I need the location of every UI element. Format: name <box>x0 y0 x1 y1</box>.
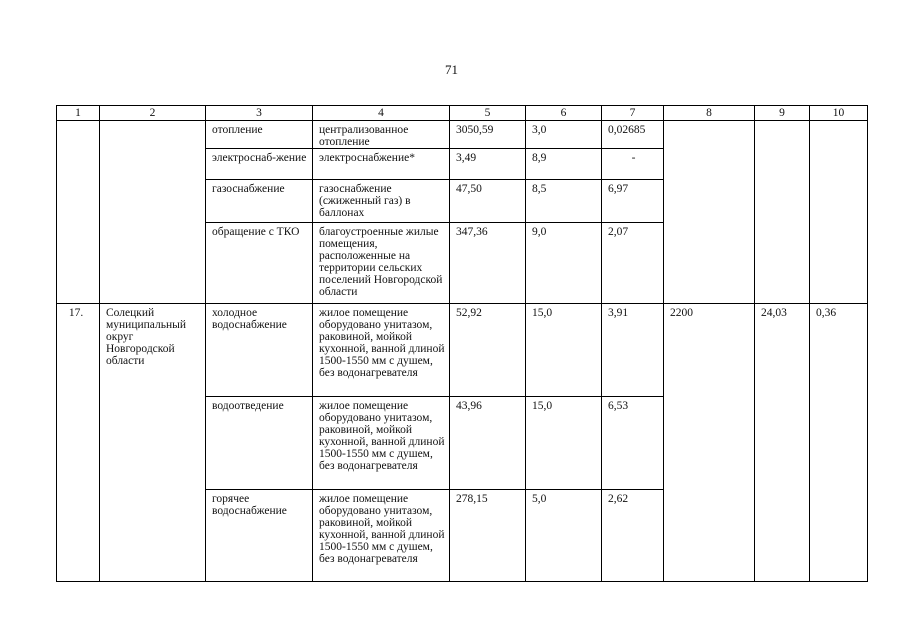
value-cell-c8: 2200 <box>664 304 755 582</box>
table-row <box>57 121 868 149</box>
municipality-cell: Солецкий муниципальный округ Новгородской области <box>100 304 206 582</box>
value-cell: 6,53 <box>602 397 664 490</box>
row-number-cell: 17. <box>57 304 100 582</box>
value-cell: 15,0 <box>526 304 602 397</box>
header-cell: 7 <box>602 106 664 121</box>
header-cell: 10 <box>810 106 868 121</box>
header-cell: 5 <box>450 106 526 121</box>
value-cell-c9: 24,03 <box>755 304 810 582</box>
value-cell: 347,36 <box>450 223 526 304</box>
header-row <box>57 106 868 121</box>
value-cell: 6,97 <box>602 180 664 223</box>
service-cell: холодное водоснабжение <box>206 304 313 397</box>
description-cell: централизованное отопление <box>313 121 450 149</box>
header-cell: 3 <box>206 106 313 121</box>
header-cell: 6 <box>526 106 602 121</box>
value-cell: 3050,59 <box>450 121 526 149</box>
service-cell: отопление <box>206 121 313 149</box>
col8-cell-empty <box>664 121 755 304</box>
value-cell: 43,96 <box>450 397 526 490</box>
col9-cell-empty <box>755 121 810 304</box>
value-cell: 278,15 <box>450 490 526 582</box>
value-cell: 3,49 <box>450 149 526 180</box>
value-cell-c10: 0,36 <box>810 304 868 582</box>
service-cell: водоотведение <box>206 397 313 490</box>
service-cell: газоснабжение <box>206 180 313 223</box>
page-number: 71 <box>445 62 458 77</box>
value-cell: 8,9 <box>526 149 602 180</box>
service-cell: горячее водоснабжение <box>206 490 313 582</box>
value-cell: 52,92 <box>450 304 526 397</box>
num-cell-empty <box>57 121 100 304</box>
table-row <box>57 304 868 397</box>
value-cell: - <box>602 149 664 180</box>
value-cell: 47,50 <box>450 180 526 223</box>
description-cell: газоснабжение (сжиженный газ) в баллонах <box>313 180 450 223</box>
value-cell: 3,0 <box>526 121 602 149</box>
service-cell: обращение с ТКО <box>206 223 313 304</box>
value-cell: 2,62 <box>602 490 664 582</box>
header-cell: 9 <box>755 106 810 121</box>
value-cell: 15,0 <box>526 397 602 490</box>
header-cell: 4 <box>313 106 450 121</box>
description-cell: электроснабжение* <box>313 149 450 180</box>
tariff-table <box>56 105 868 582</box>
description-cell: жилое помещение оборудовано унитазом, раковиной, мойкой кухонной, ванной длиной 1500-1550 мм с душем, без водонагревателя <box>313 397 450 490</box>
header-cell: 8 <box>664 106 755 121</box>
value-cell: 8,5 <box>526 180 602 223</box>
value-cell: 5,0 <box>526 490 602 582</box>
header-cell: 2 <box>100 106 206 121</box>
description-cell: жилое помещение оборудовано унитазом, раковиной, мойкой кухонной, ванной длиной 1500-1550 мм с душем, без водонагревателя <box>313 490 450 582</box>
header-cell: 1 <box>57 106 100 121</box>
description-cell: жилое помещение оборудовано унитазом, раковиной, мойкой кухонной, ванной длиной 1500-1550 мм с душем, без водонагревателя <box>313 304 450 397</box>
service-cell: электроснаб-жение <box>206 149 313 180</box>
value-cell: 0,02685 <box>602 121 664 149</box>
value-cell: 9,0 <box>526 223 602 304</box>
col10-cell-empty <box>810 121 868 304</box>
value-cell: 2,07 <box>602 223 664 304</box>
description-cell: благоустроенные жилые помещения, расположенные на территории сельских поселений Новгородской области <box>313 223 450 304</box>
value-cell: 3,91 <box>602 304 664 397</box>
municipality-cell-empty <box>100 121 206 304</box>
